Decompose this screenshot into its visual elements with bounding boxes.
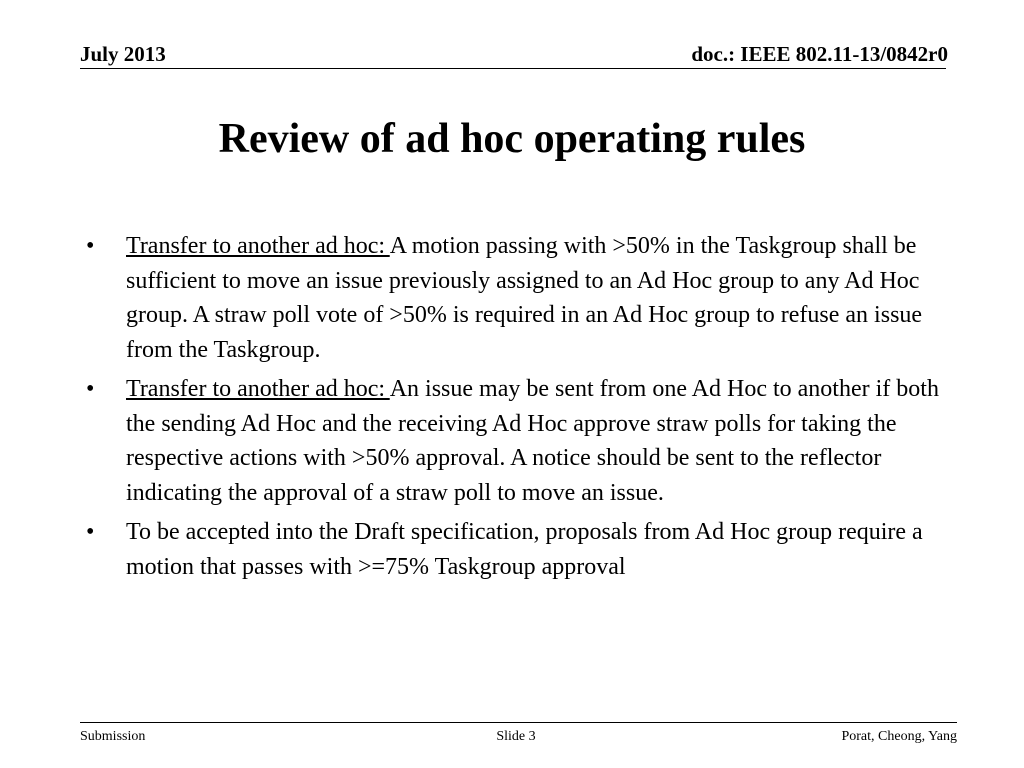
- slide-title: Review of ad hoc operating rules: [218, 116, 806, 162]
- bullet-marker: •: [86, 519, 95, 545]
- bullet-text: A motion passing with >50% in the Taskgroup shall be sufficient to move an issue previously assigned to an Ad Hoc group to any Ad Hoc group. A straw poll vote of >50% is required in an Ad Hoc group to refuse an issue from the Taskgroup.: [126, 233, 923, 363]
- footer-slide-number: Slide 3: [496, 729, 536, 744]
- footer-authors: Porat, Cheong, Yang: [841, 729, 957, 744]
- bullet-item: [86, 229, 946, 367]
- bullet-text: An issue may be sent from one Ad Hoc to another if both the sending Ad Hoc and the receiving Ad Hoc approve straw polls for taking the respective actions with >50% approval. A notice should be sent to the reflector indicating the approval of a straw poll to move an issue.: [126, 376, 939, 506]
- header-divider: [80, 68, 946, 69]
- bullet-marker: •: [86, 376, 95, 402]
- bullet-lead: Transfer to another ad hoc:: [126, 233, 390, 259]
- footer-divider: [80, 722, 957, 723]
- bullet-marker: •: [86, 233, 95, 259]
- bullet-item: [86, 372, 946, 510]
- header-doc-id: doc.: IEEE 802.11-13/0842r0: [691, 42, 948, 66]
- bullet-text: To be accepted into the Draft specification, proposals from Ad Hoc group require a motion that passes with >=75% Taskgroup approval: [126, 519, 923, 580]
- bullet-lead: Transfer to another ad hoc:: [126, 376, 390, 402]
- footer-submission: Submission: [80, 729, 146, 744]
- bullet-item: [86, 515, 946, 584]
- bullet-list: [86, 229, 946, 589]
- header-date: July 2013: [80, 42, 166, 66]
